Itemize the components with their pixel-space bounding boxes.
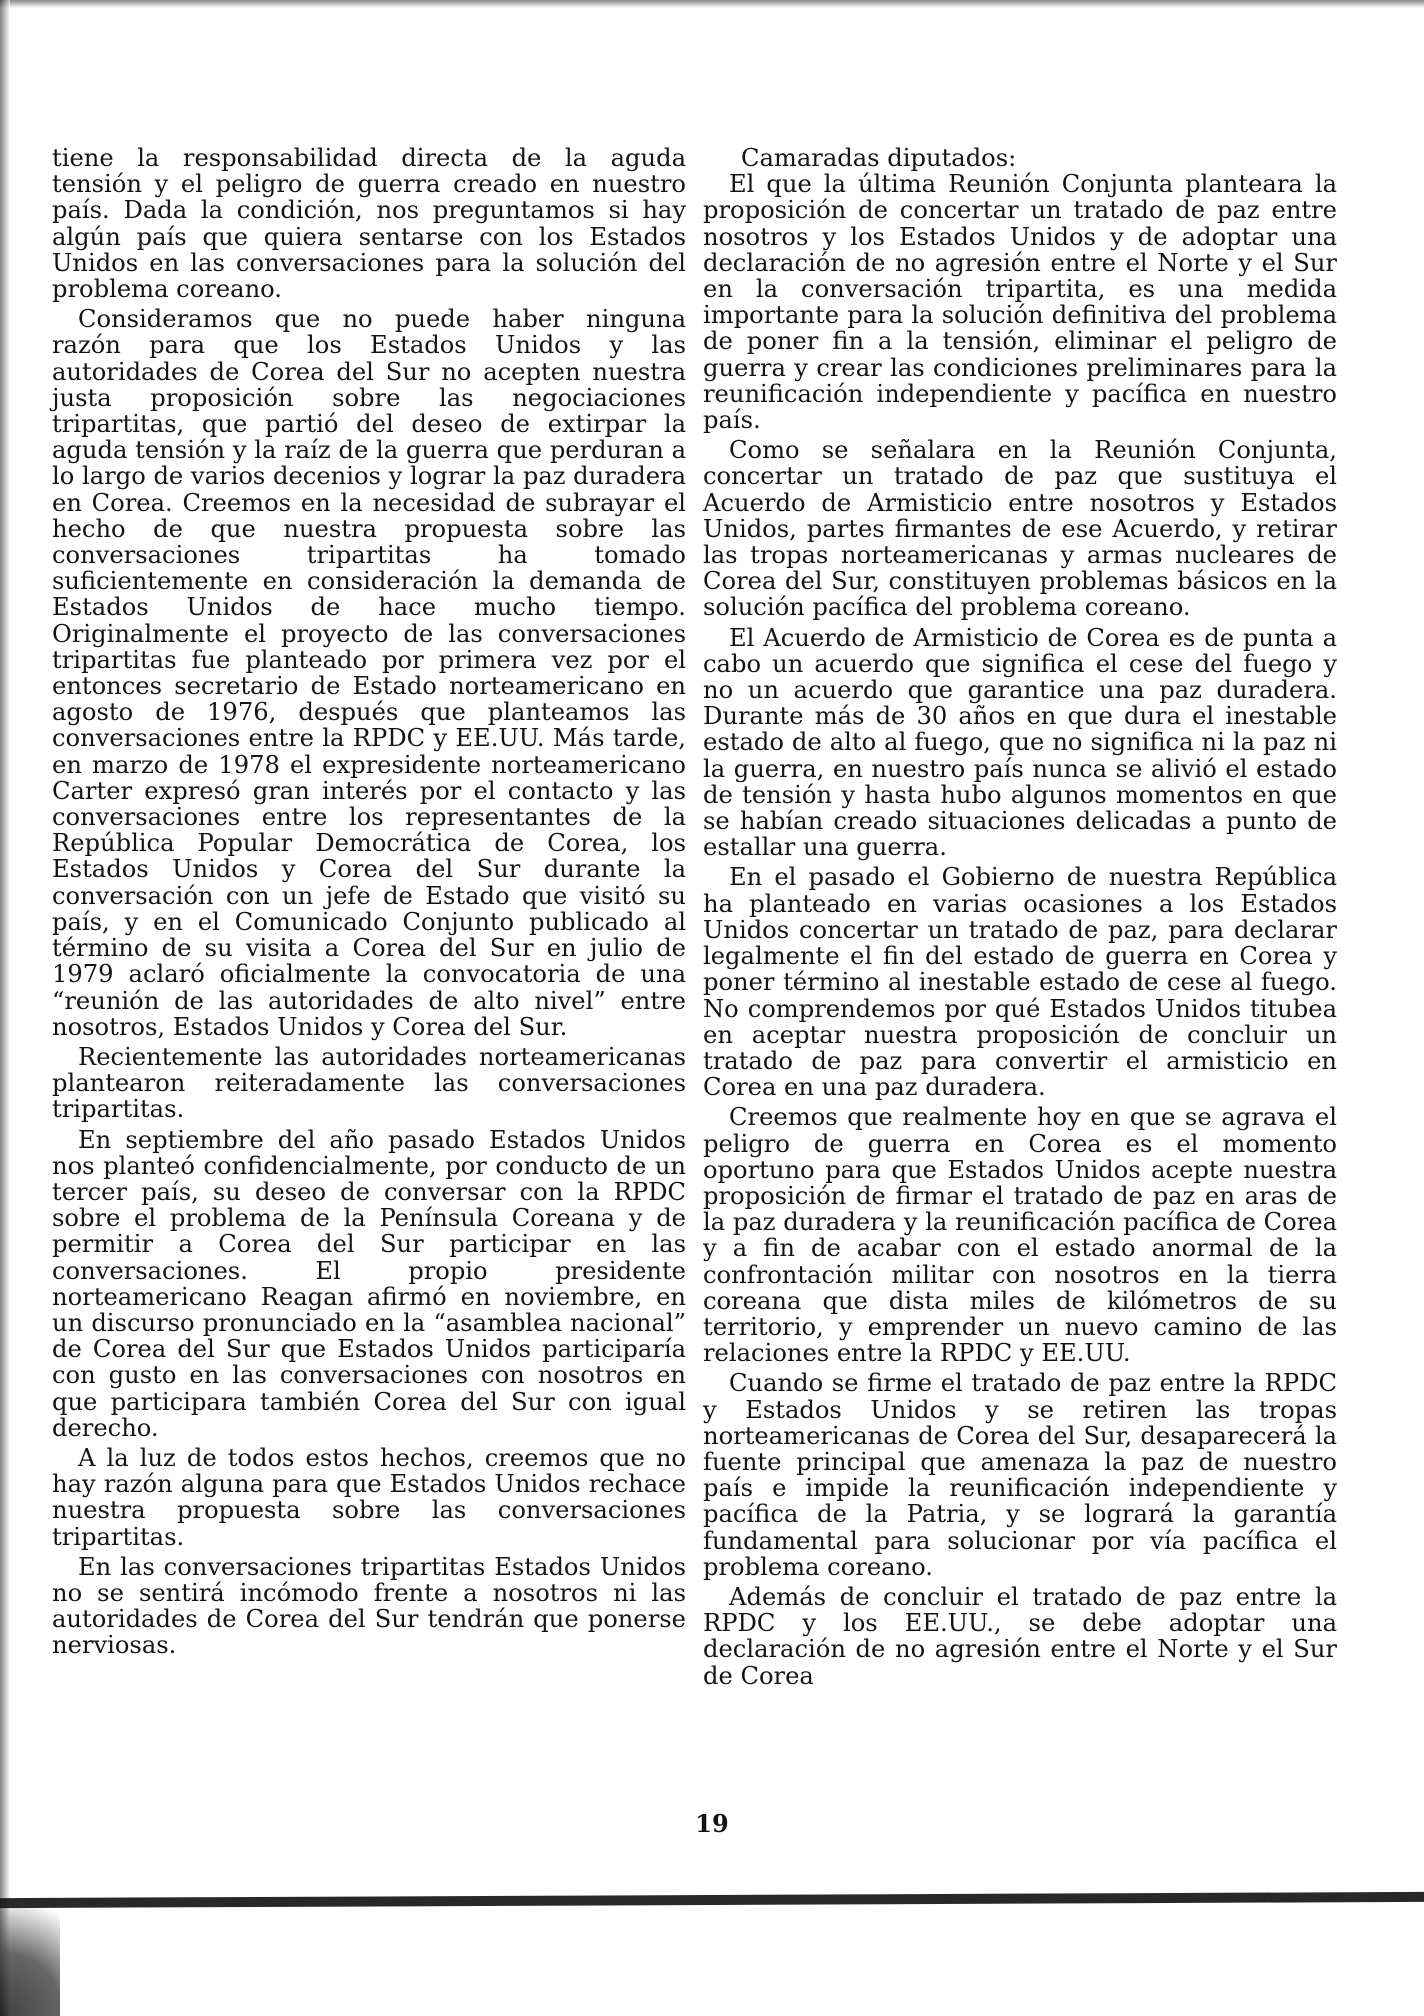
paragraph: En el pasado el Gobierno de nuestra República ha planteado en varias ocasiones a los Estados Unidos concertar un tratado de paz, para declarar legalmente el fin del estado de guerra en Corea y poner término al inestable estado de cese al fuego. No comprendemos por qué Estados Unidos titubea en aceptar nuestra proposición de concluir un tratado de paz para convertir el armisticio en Corea en una paz duradera. (703, 863, 1337, 1102)
paragraph: En septiembre del año pasado Estados Unidos nos planteó confidencialmente, por conducto de un tercer país, su deseo de conversar con la RPDC sobre el problema de la Península Coreana y de permitir a Corea del Sur participar en las conversaciones. El propio presidente norteamericano Reagan afirmó en noviembre, en un discurso pronunciado en la “asamblea nacional” de Corea del Sur que Estados Unidos participaría con gusto en las conversaciones con nosotros en que participara también Corea del Sur con igual derecho. (52, 1125, 686, 1442)
paragraph: tiene la responsabilidad directa de la aguda tensión y el peligro de guerra creado en nuestro país. Dada la condición, nos preguntamos si hay algún país que quiera sentarse con los Estados Unidos en las conversaciones para la solución del problema coreano. (52, 144, 686, 304)
paragraph: El que la última Reunión Conjunta planteara la proposición de concertar un tratado de paz entre nosotros y los Estados Unidos y de adoptar una declaración de no agresión entre el Norte y el Sur en la conversación tripartita, es una medida importante para la solución definitiva del problema de poner fin a la tensión, eliminar el peligro de guerra y crear las condiciones preliminares para la reunificación independiente y pacífica en nuestro país. (703, 170, 1337, 435)
salutation: Camaradas diputados: (741, 144, 1017, 172)
scan-shadow-bottom (0, 1892, 1424, 1908)
left-text-column (52, 145, 686, 1663)
paragraph: Recientemente las autoridades norteamericanas plantearon reiteradamente las conversaciones tripartitas. (52, 1042, 686, 1124)
paragraph: El Acuerdo de Armisticio de Corea es de punta a cabo un acuerdo que significa el cese del fuego y no un acuerdo que garantice una paz duradera. Durante más de 30 años en que dura el inestable estado de alto al fuego, que no significa ni la paz ni la guerra, en nuestro país nunca se alivió el estado de tensión y hasta hubo algunos momentos en que se habían creado situaciones delicadas a punto de estallar una guerra. (703, 623, 1337, 862)
paragraph: En las conversaciones tripartitas Estados Unidos no se sentirá incómodo frente a nosotros ni las autoridades de Corea del Sur tendrán que ponerse nerviosas. (52, 1552, 686, 1660)
scan-shadow-corner (0, 1870, 60, 2016)
paragraph: Cuando se firme el tratado de paz entre la RPDC y Estados Unidos y se retiren las tropas norteamericanas de Corea del Sur, desaparecerá la fuente principal que amenaza la paz de nuestro país e impide la reunificación independiente y pacífica de la Patria, y se logrará la garantía fundamental para solucionar por vía pacífica el problema coreano. (703, 1369, 1337, 1581)
scan-shadow-left (0, 0, 10, 2016)
paragraph: Además de concluir el tratado de paz entre la RPDC y los EE.UU., se debe adoptar una declaración de no agresión entre el Norte y el Sur de Corea (703, 1582, 1337, 1690)
paragraph: Consideramos que no puede haber ninguna razón para que los Estados Unidos y las autoridades de Corea del Sur no acepten nuestra justa proposición sobre las negociaciones tripartitas, que partió del deseo de extirpar la aguda tensión y la raíz de la guerra que perduran a lo largo de varios decenios y lograr la paz duradera en Corea. Creemos en la necesidad de subrayar el hecho de que nuestra propuesta sobre las conversaciones tripartitas ha tomado suficientemente en consideración la demanda de Estados Unidos de hace mucho tiempo. Originalmente el proyecto de las conversaciones tripartitas fue planteado por primera vez por el entonces secretario de Estado norteamericano en agosto de 1976, después que planteamos las conversaciones entre la RPDC y EE.UU. Más tarde, en marzo de 1978 el expresidente norteamericano Carter expresó gran interés por el contacto y las conversaciones entre los representantes de la República Popular Democrática de Corea, los Estados Unidos y Corea del Sur durante la conversación con un jefe de Estado que visitó su país, y en el Comunicado Conjunto publicado al término de su visita a Corea del Sur en julio de 1979 aclaró oficialmente la convocatoria de una “reunión de las autoridades de alto nivel” entre nosotros, Estados Unidos y Corea del Sur. (52, 305, 686, 1041)
paragraph: Creemos que realmente hoy en que se agrava el peligro de guerra en Corea es el momento oportuno para que Estados Unidos acepte nuestra proposición de firmar el tratado de paz en aras de la paz duradera y la reunificación pacífica de Corea y a fin de acabar con el estado anormal de la confrontación militar con nosotros en la tierra coreana que dista miles de kilómetros de su territorio, y emprender un nuevo camino de las relaciones entre la RPDC y EE.UU. (703, 1103, 1337, 1368)
right-text-column (703, 145, 1337, 1693)
paragraph: Como se señalara en la Reunión Conjunta, concertar un tratado de paz que sustituya el Acuerdo de Armisticio entre nosotros y Estados Unidos, partes firmantes de ese Acuerdo, y retirar las tropas norteamericanas y armas nucleares de Corea del Sur, constituyen problemas básicos en la solución pacífica del problema coreano. (703, 436, 1337, 622)
paragraph: A la luz de todos estos hechos, creemos que no hay razón alguna para que Estados Unidos rechace nuestra propuesta sobre las conversaciones tripartitas. (52, 1443, 686, 1551)
scan-shadow-top (0, 0, 1424, 8)
page-number: 19 (695, 1809, 729, 1838)
